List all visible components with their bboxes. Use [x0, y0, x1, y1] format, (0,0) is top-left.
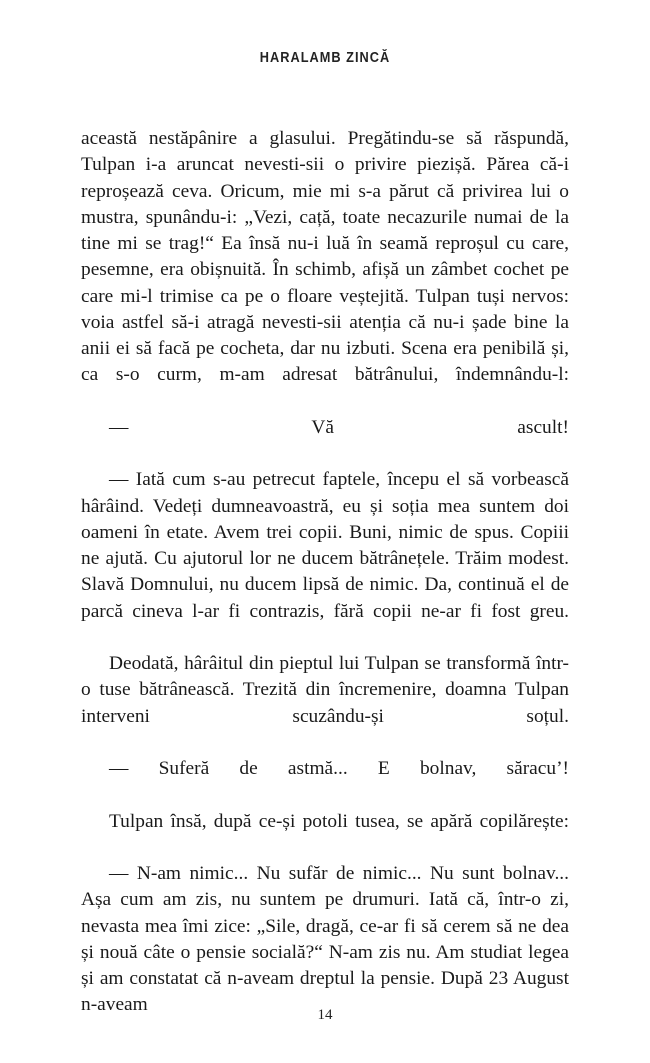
- paragraph-dialogue: — Vă ascult!: [109, 416, 569, 438]
- paragraph: această nestăpânire a glasului. Pregătindu-se să răspundă, Tulpan i-a aruncat nevesti-sii o privire piezișă. Părea că-i reproșează ceva. Oricum, mie mi s-a părut că privirea lui o mustra, spunându-i: „Vezi, cață, toate necazurile numai de la tine mi se trag!“ Ea însă nu-i luă în seamă reproșul cu care, pesemne, era obișnuită. În schimb, afișă un zâmbet cochet pe care mi-l trimise ca pe o floare veștejită. Tulpan tuși nervos: voia astfel să-i atragă nevesti-sii atenția că nu-i șade bine la anii ei să facă pe cocheta, dar nu izbuti. Scena era penibilă și, ca s-o curm, m-am adresat bătrânului, îndemnându-l:: [81, 128, 569, 386]
- paragraph: Tulpan însă, după ce-și potoli tusea, se apără copilărește:: [109, 810, 569, 832]
- page-number: 14: [317, 1007, 333, 1023]
- paragraph-dialogue: — Iată cum s-au petrecut faptele, începu el să vorbească hârâind. Vedeți dumneavoastră, eu și soția mea suntem doi oameni în etate. Avem trei copii. Buni, nimic de spus. Copiii ne ajută. Cu ajutorul lor ne ducem bătrânețele. Trăim modest. Slavă Domnului, nu ducem lipsă de nimic. Da, continuă el de parcă cineva l-ar fi contrazis, fără copii ne-ar fi fost greu.: [81, 469, 569, 622]
- paragraph-dialogue: — Suferă de astmă... E bolnav, săracu’!: [109, 758, 569, 779]
- paragraph: Deodată, hârâitul din pieptul lui Tulpan se transformă într-o tuse bătrânească. Trezită din încremenire, doamna Tulpan interveni scuzându-și soțul.: [81, 653, 569, 727]
- running-head-author: HARALAMB ZINCĂ: [259, 50, 391, 66]
- body-text-block: [81, 126, 569, 1045]
- paragraph-dialogue: — N-am nimic... Nu sufăr de nimic... Nu sunt bolnav... Așa cum am zis, nu suntem pe drumuri. Iată că, într-o zi, nevasta mea îmi zice: „Sile, dragă, ce-ar fi să cerem să ne dea și nouă câte o pensie socială?“ N-am zis nu. Am studiat legea și am constatat că n-aveam dreptul la pensie. După 23 August n-aveam: [81, 863, 569, 1016]
